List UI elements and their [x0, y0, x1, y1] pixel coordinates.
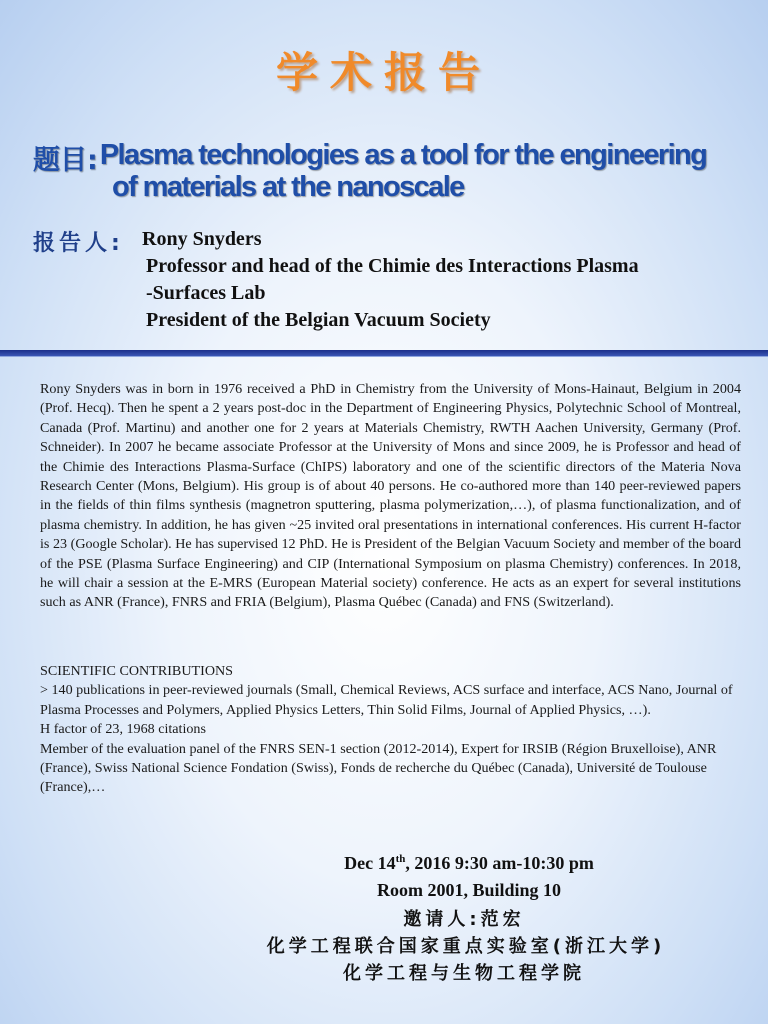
- inviter-name: 邀请人:范宏: [403, 909, 525, 930]
- topic-line-2: of materials at the nanoscale: [112, 171, 464, 203]
- speaker-name: Rony Snyders: [142, 228, 262, 250]
- speaker-info: [142, 226, 639, 334]
- event-date-suffix-sup: th: [395, 853, 406, 865]
- contribution-item: Member of the evaluation panel of the FNRS SEN-1 section (2012-2014), Expert for IRSIB (Région Bruxelloise), ANR (France), Swiss National Science Fondation (Swiss), Fonds de recherche du Québec (Canada), Université de Toulouse (France),…: [40, 740, 717, 796]
- speaker-position-line-3: President of the Belgian Vacuum Society: [146, 309, 491, 331]
- scientific-contributions: [40, 662, 740, 798]
- event-info: [0, 846, 768, 904]
- contributions-heading: SCIENTIFIC CONTRIBUTIONS: [40, 663, 234, 679]
- section-divider: [0, 350, 768, 357]
- inviter-school: 化学工程与生物工程学院: [343, 963, 585, 984]
- topic-line-1: Plasma technologies as a tool for the engineering: [99, 139, 707, 171]
- speaker-bio: Rony Snyders was in born in 1976 received a PhD in Chemistry from the University of Mons-Hainaut, Belgium in 2004 (Prof. Hecq). Then he spent a 2 years post-doc in the Department of Engineering Physics, Polytechnic School of Montreal, Canada (Prof. Martinu) and another one for 2 years at Materials Chemistry, RWTH Aachen University, Germany (Prof. Schneider). In 2007 he became associate Professor at the University of Mons and since 2009, he is Professor and head of the Chimie des Interactions Plasma-Surface (ChIPS) laboratory and one of the scientific directors of the Materia Nova Research Center (Mons, Belgium). His group is of about 40 persons. He co-authored more than 140 peer-reviewed papers in the fields of thin films synthesis (magnetron sputtering, plasma polymerization,…), of plasma functionalization, and of plasma chemistry. In addition, he has given ~25 invited oral presentations in international conferences. His current H-factor is 23 (Google Scholar). He has supervised 12 PhD. He is President of the Belgian Vacuum Society and member of the board of the PSE (Plasma Surface Engineering) and CIP (International Symposium on plasma Chemistry) conferences. In 2018, he will chair a session at the E-MRS (European Material society) conference. He acts as an expert for several institutions such as ANR (France), FNRS and FRIA (Belgium), Plasma Québec (Canada) and FNS (Switzerland).: [40, 381, 741, 611]
- event-date-time: , 2016 9:30 am-10:30 pm: [405, 853, 594, 873]
- inviter-lab: 化学工程联合国家重点实验室(浙江大学): [266, 936, 666, 957]
- event-room: Room 2001, Building 10: [376, 880, 562, 900]
- contribution-item: > 140 publications in peer-reviewed journals (Small, Chemical Reviews, ACS surface and interface, ACS Nano, Journal of Plasma Processes and Polymers, Applied Physics Letters, Thin Solid Films, Journal of Applied Physics, …).: [40, 682, 733, 718]
- contribution-item: H factor of 23, 1968 citations: [40, 721, 206, 738]
- speaker-position-line-2: -Surfaces Lab: [146, 282, 266, 304]
- page-title: 学术报告: [275, 48, 492, 97]
- event-date-prefix: Dec 14: [344, 853, 396, 873]
- speaker-label: 报告人:: [33, 231, 124, 256]
- topic-label: 题目:: [33, 145, 98, 176]
- event-date: [85, 846, 768, 877]
- inviter-info: [0, 906, 768, 987]
- speaker-position-line-1: Professor and head of the Chimie des Interactions Plasma: [146, 255, 639, 277]
